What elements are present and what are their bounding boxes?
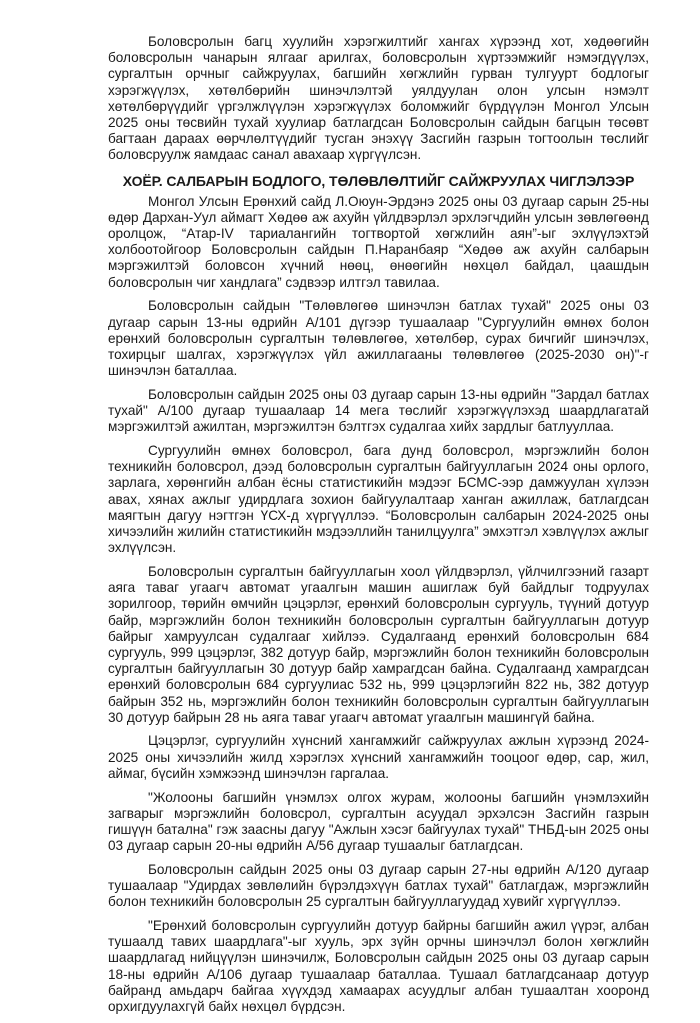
paragraph-plan-renewal: Боловсролын сайдын "Төлөвлөгөө шинэчлэн батлах тухай" 2025 оны 03 дугаар сарын 13-ны өдрийн А/101 дүгээр тушаалаар "Сургуулийн өмнөх болон ерөнхий боловсролын сургалтын төлөвлөгөө, хөтөлбөр, сурах бичгийг шинэчлэх, тохирцыг шалгах, хэрэгжүүлэх үйл ажиллагааны төлөвлөгөө (2025-2030 он)"-г шинэчлэн баталлаа.: [108, 298, 649, 379]
paragraph-dormitory-teacher: "Ерөнхий боловсролын сургуулийн дотуур байрны багшийн ажил үүрэг, албан тушаалд тавих шаардлага"-ыг хууль, эрх зүйн орчны шинэчлэл болон хөгжлийн шаардлагад нийцүүлэн шинэчилж, Боловсролын сайдын 2025 оны 03 дугаар сарын 18-ны өдрийн А/106 дугаар тушаалаар баталлаа. Тушаал батлагдсанаар дотуур байранд амьдарч байгаа хүүхдэд хамаарах асуудлыг албан тушаалтан хооронд орхигдуулахгүй байх нөхцөл бүрдсэн.: [108, 917, 649, 1014]
paragraph-food-supply: Цэцэрлэг, сургуулийн хүнсний хангамжийг сайжруулах ажлын хүрээнд 2024-2025 оны хичээлийн жилд хэрэглэх хүнсний хангамжийн тооцоог өдөр, сар, жил, аймаг, бүсийн хэмжээнд шинэчлэн гаргалаа.: [108, 733, 649, 781]
section-heading: ХОЁР. САЛБАРЫН БОДЛОГО, ТӨЛӨВЛӨЛТИЙГ САЙЖРУУЛАХ ЧИГЛЭЛЭЭР: [122, 172, 635, 189]
paragraph-prime-minister-speech: Монгол Улсын Ерөнхий сайд Л.Оюун-Эрдэнэ 2025 оны 03 дугаар сарын 25-ны өдөр Дархан-Уул аймагт Хөдөө аж ахуйн үйлдвэрлэл эрхлэгчдийн улсын зөвлөгөөнд оролцож, “Атар-IV тариалангийн тогтвортой хөгжлийн аян”-ыг эхлүүлэхтэй холбоотойгоор Боловсролын сайдын П.Наранбаяр “Хөдөө аж ахуйн салбарын мэргэжилтэй боловсон хүчний нөөц, өнөөгийн нөхцөл байдал, цаашдын боловсролын чиг хандлага” сэдвээр илтгэл тавилаа.: [108, 193, 649, 290]
intro-paragraph: Боловсролын багц хуулийн хэрэгжилтийг хангах хүрээнд хот, хөдөөгийн боловсролын чанарын ялгааг арилгах, боловсролын хүртээмжийг нэмэгдүүлэх, сургалтын орчныг сайжруулах, багшийн хөгжлийн гурван тулгуурт бодлогыг хэрэгжүүлэх, хөтөлбөрийн шинэчлэлтэй уялдуулан олон улсын нэмэлт хөтөлбөрүүдийг үргэлжлүүлэн хэрэгжүүлэх боломжийг бүрдүүлэн Монгол Улсын 2025 оны төсвийн тухай хуулиар батлагдсан Боловсролын сайдын багцын төсөвт багтаан дараах өөрчлөлтүүдийг тусган энэхүү Засгийн газрын тогтоолын төслийг боловсруулж яамдаас санал авахаар хүргүүлсэн.: [108, 34, 649, 163]
paragraph-expense-approval: Боловсролын сайдын 2025 оны 03 дугаар сарын 13-ны өдрийн "Зардал батлах тухай" А/100 дугаар тушаалаар 14 мега төслийг хэрэгжүүлэхэд шаардлагатай мэргэжилтэй ажилтан, мэргэжилтэн бэлтгэх судалгаа хийх зардлыг батлууллаа.: [108, 386, 649, 435]
paragraph-driving-instructor: "Жолооны багшийн үнэмлэх олгох журам, жолооны багшийн үнэмлэхийн загварыг мэргэжлийн боловсрол, сургалтын асуудал эрхэлсэн Засгийн газрын гишүүн батална" гэж заасны дагуу "Ажлын хэсэг байгуулах тухай" ТНБД-ын 2025 оны 03 дугаар сарын 20-ны өдрийн А/56 дугаар тушаалыг батлагдсан.: [108, 789, 649, 854]
paragraph-board-composition: Боловсролын сайдын 2025 оны 03 дугаар сарын 27-ны өдрийн А/120 дугаар тушаалаар "Удирдах зөвлөлийн бүрэлдэхүүн батлах тухай" батлагдаж, мэргэжлийн болон техникийн боловсролын 25 сургалтын байгууллагуудад хувийг хүргүүллээ.: [108, 861, 649, 910]
paragraph-dishwasher-survey: Боловсролын сургалтын байгууллагын хоол үйлдвэрлэл, үйлчилгээний газарт аяга таваг угаагч автомат угаалгын машин ашиглаж буй байдлыг тодруулах зорилгоор, төрийн өмчийн цэцэрлэг, ерөнхий боловсролын сургууль, түүний дотуур байр, мэргэжлийн болон техникийн боловсролын сургалтын байгууллагын дотуур байрыг хамруулсан судалгааг хийлээ. Судалгаанд ерөнхий боловсролын 684 сургууль, 999 цэцэрлэг, 382 дотуур байр, мэргэжлийн болон техникийн боловсролын сургалтын байгууллагын 30 дотуур байр хамрагдсан байна. Судалгаанд хамрагдсан ерөнхий боловсролын 684 сургуулиас 532 нь, 999 цэцэрлэгийн 822 нь, 382 дотуур байрын 352 нь, мэргэжлийн болон техникийн боловсролын сургалтын байгууллагын 30 дотуур байрын 28 нь аяга таваг угаагч автомат угаалгын машингүй байна.: [108, 563, 649, 725]
document-page: [108, 34, 649, 1023]
paragraph-statistics: Сургуулийн өмнөх боловсрол, бага дунд боловсрол, мэргэжлийн болон техникийн боловсрол, дээд боловсролын сургалтын байгууллагын 2024 оны орлого, зарлага, хөрөнгийн албан ёсны статистикийн мэдээг БСМС-ээр дамжуулан хүлээн авах, хянах ажлыг удирдлага зохион байгуулалтаар ханган ажиллаж, батлагдсан маягтын дагуу нэгтгэн ҮСХ-д хүргүүллээ. “Боловсролын салбарын 2024-2025 оны хичээлийн жилийн статистикийн мэдээллийн танилцуулга” эмхэтгэл хэвлүүлэх ажлыг эхлүүлсэн.: [108, 442, 649, 556]
